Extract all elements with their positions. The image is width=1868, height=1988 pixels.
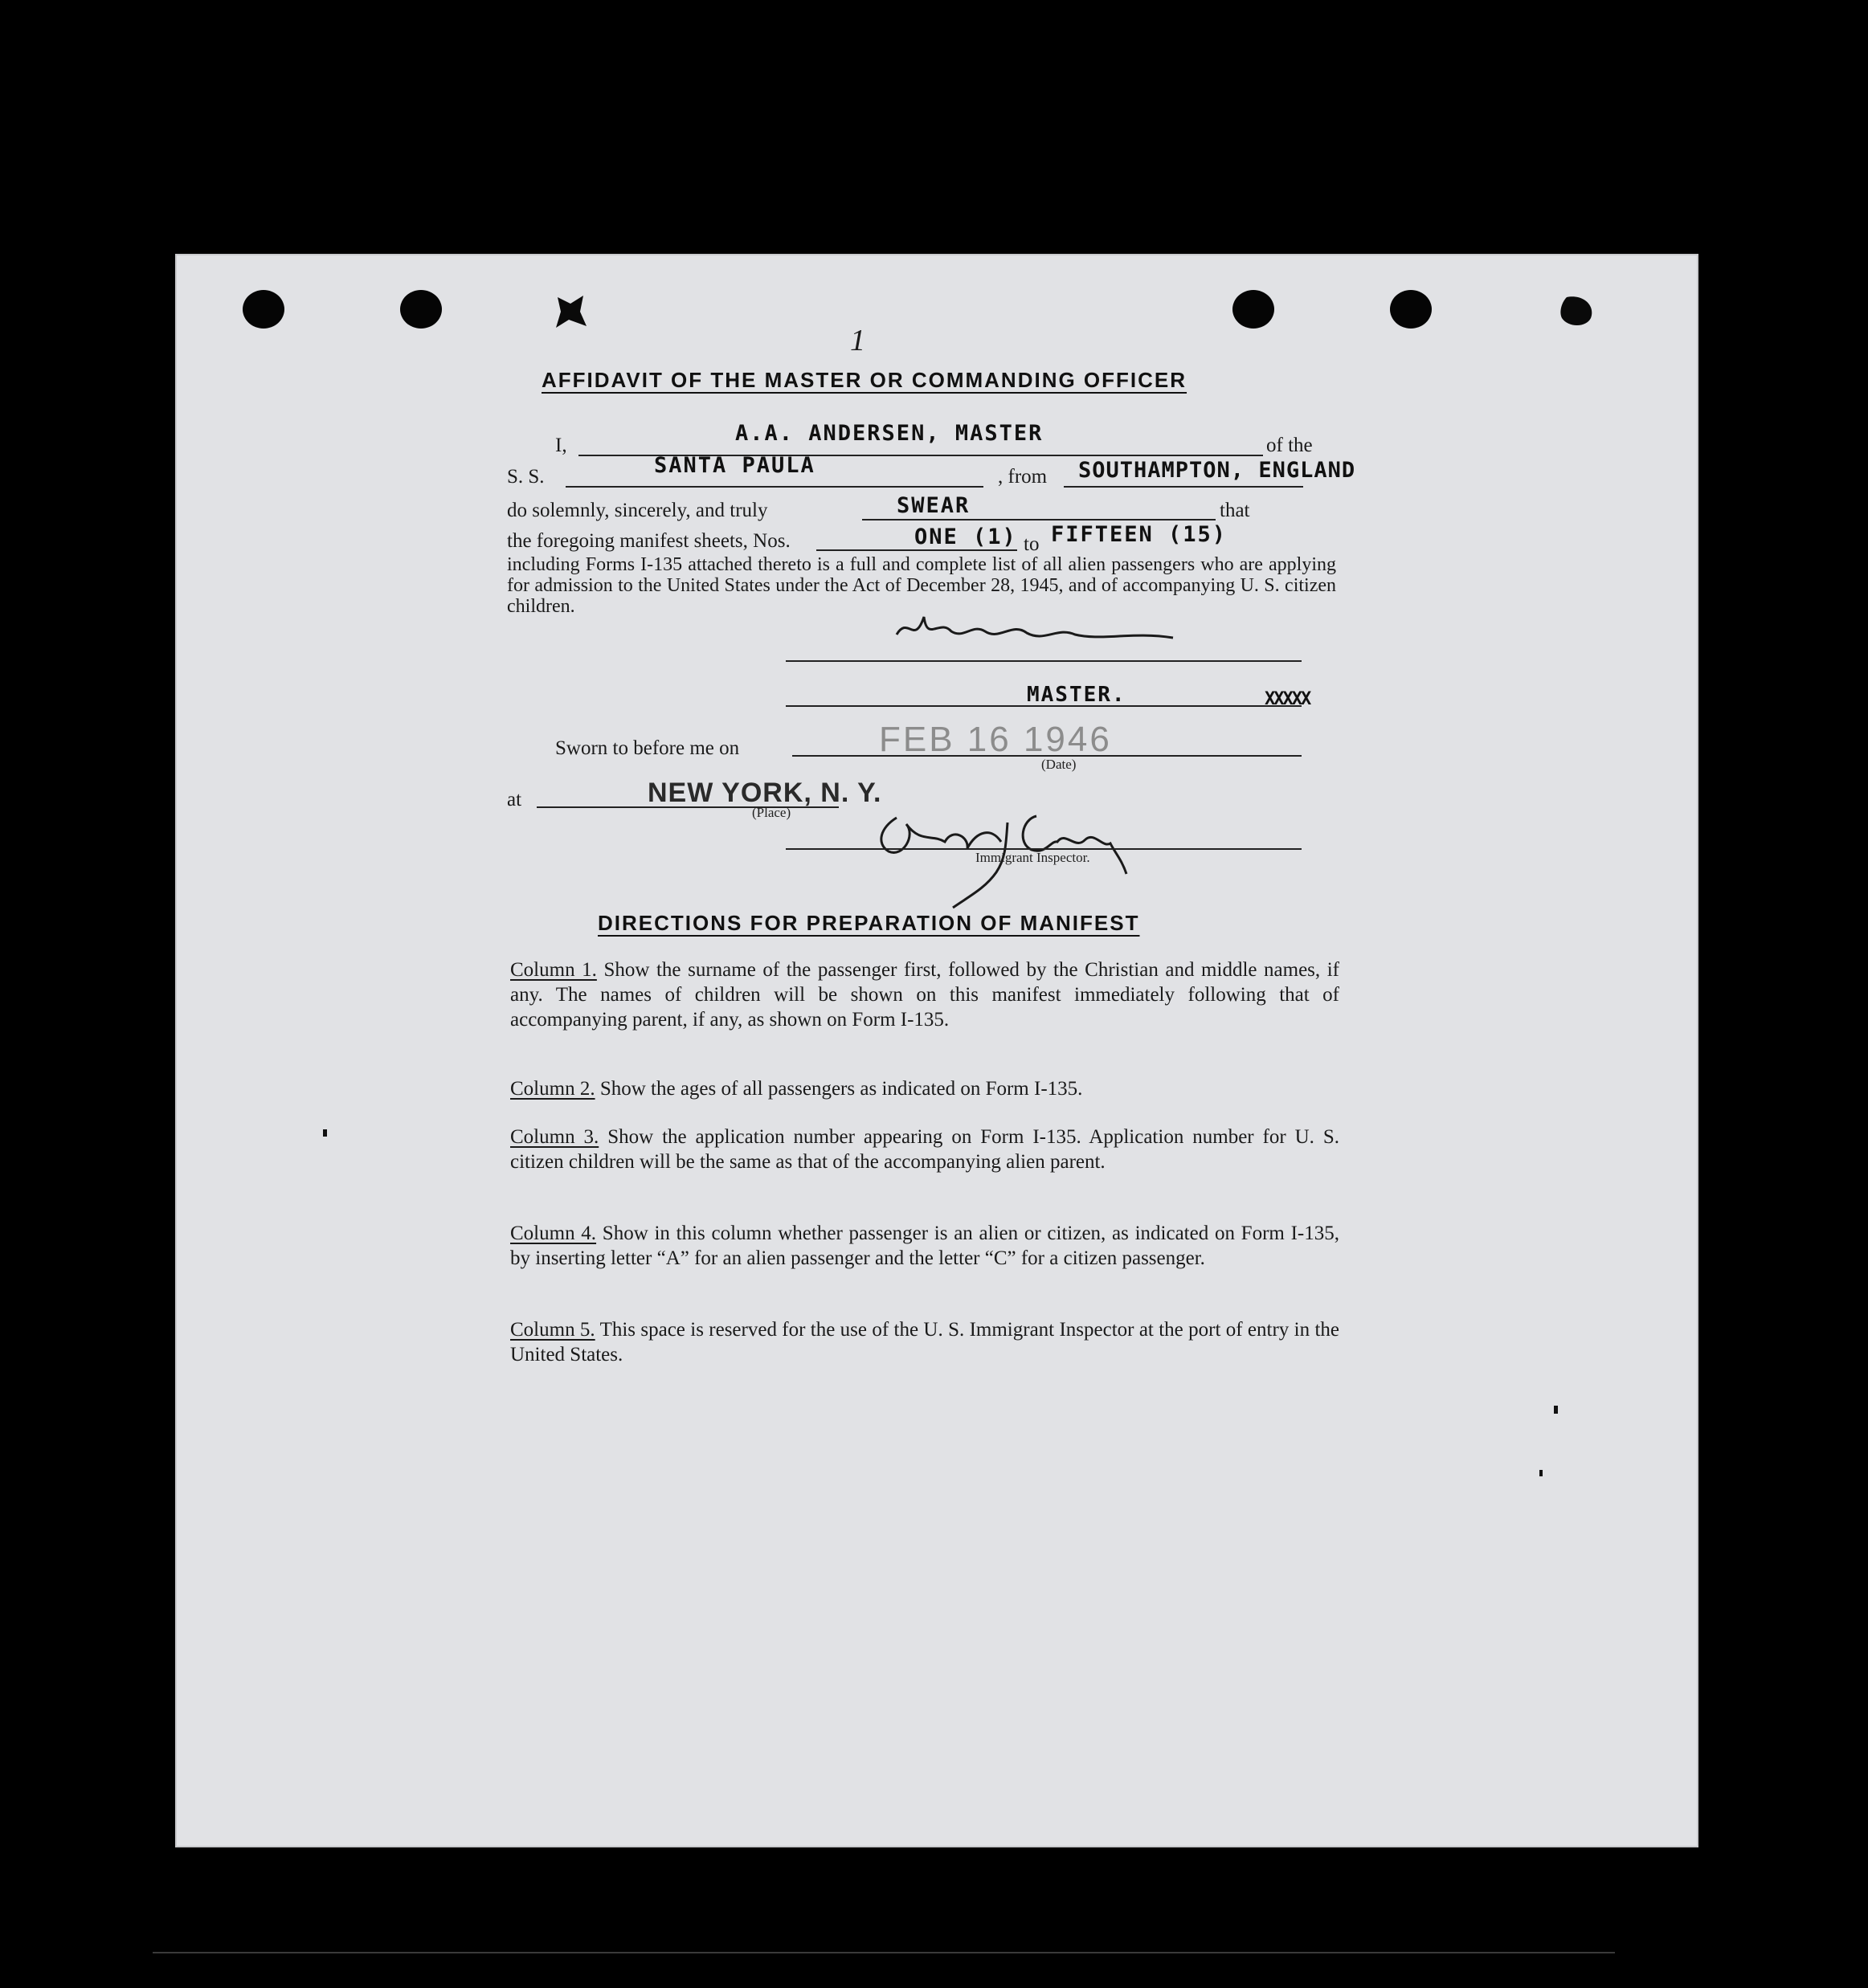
column-2-text: Show the ages of all passengers as indicated on Form I-135. [599, 1078, 1083, 1100]
column-5-text: This space is reserved for the use of the U. S. Immigrant Inspector at the port of entry in the United States. [510, 1319, 1339, 1365]
manifest-sheet [175, 254, 1698, 1847]
master-name-value: A.A. ANDERSEN, MASTER [735, 421, 1044, 446]
label-from: , from [998, 466, 1048, 488]
oath-value: SWEAR [897, 493, 971, 518]
direction-column-3 [510, 1125, 1339, 1174]
film-edge-line [153, 1952, 1615, 1953]
place-stamp: NEW YORK, N. Y. [648, 778, 882, 808]
direction-column-1 [510, 957, 1339, 1032]
label-do-solemnly: do solemnly, sincerely, and truly [507, 500, 768, 521]
master-title-value: MASTER. [1027, 683, 1126, 707]
label-to: to [1024, 533, 1040, 555]
label-inspector: Immigrant Inspector. [975, 850, 1090, 865]
label-that: that [1220, 500, 1250, 521]
torn-hole-mark [553, 294, 588, 329]
punch-hole [1390, 290, 1432, 329]
column-3-label: Column 3. [510, 1126, 599, 1148]
column-4-text: Show in this column whether passenger is an alien or citizen, as indicated on Form I-135, by inserting letter “A” for an alien passenger and the letter “C” for a citizen passenger. [510, 1223, 1339, 1269]
punch-hole [1232, 290, 1274, 329]
struck-text: XXXXX [1265, 689, 1310, 709]
label-i: I, [555, 435, 567, 456]
departure-port-value: SOUTHAMPTON, ENGLAND [1078, 458, 1356, 483]
sheet-number: 1 [850, 324, 865, 357]
affidavit-body: including Forms I-135 attached thereto is a full and complete list of all alien passengers who are applying for admission to the United States under the Act of December 28, 1945, and of accompanying U. S. citizen children. [507, 554, 1336, 617]
speck [1539, 1470, 1543, 1476]
partial-hole-mark [1559, 294, 1599, 329]
column-5-label: Column 5. [510, 1319, 595, 1341]
column-1-text: Show the surname of the passenger first, followed by the Christian and middle names, if any. The names of children will be shown on this manifest immediately following that of accompanying parent, if any, as shown on Form I-135. [510, 959, 1339, 1031]
direction-column-4 [510, 1221, 1339, 1271]
label-place: (Place) [752, 805, 791, 820]
sworn-date-stamp: FEB 16 1946 [879, 720, 1112, 759]
label-of-the: of the [1266, 435, 1313, 456]
label-at: at [507, 789, 522, 810]
speck [323, 1129, 327, 1137]
label-sworn: Sworn to before me on [555, 737, 740, 759]
punch-hole [400, 290, 442, 329]
label-ss: S. S. [507, 466, 545, 488]
direction-column-2 [510, 1076, 1339, 1101]
column-3-text: Show the application number appearing on Form I-135. Application number for U. S. citizen children will be the same as that of the accompanying alien parent. [510, 1126, 1340, 1173]
master-signature [892, 599, 1213, 655]
column-4-label: Column 4. [510, 1223, 597, 1244]
speck [1554, 1406, 1558, 1414]
direction-column-5 [510, 1317, 1339, 1367]
sheet-from-value: ONE (1) [914, 525, 1017, 549]
directions-title: DIRECTIONS FOR PREPARATION OF MANIFEST [598, 911, 1140, 935]
column-2-label: Column 2. [510, 1078, 595, 1100]
affidavit-title: AFFIDAVIT OF THE MASTER OR COMMANDING OFFICER [542, 368, 1187, 392]
ship-name-value: SANTA PAULA [654, 453, 815, 478]
label-foregoing: the foregoing manifest sheets, Nos. [507, 530, 791, 552]
sheet-to-value: FIFTEEN (15) [1051, 522, 1228, 547]
label-date: (Date) [1041, 757, 1077, 772]
column-1-label: Column 1. [510, 959, 597, 981]
punch-hole [243, 290, 284, 329]
